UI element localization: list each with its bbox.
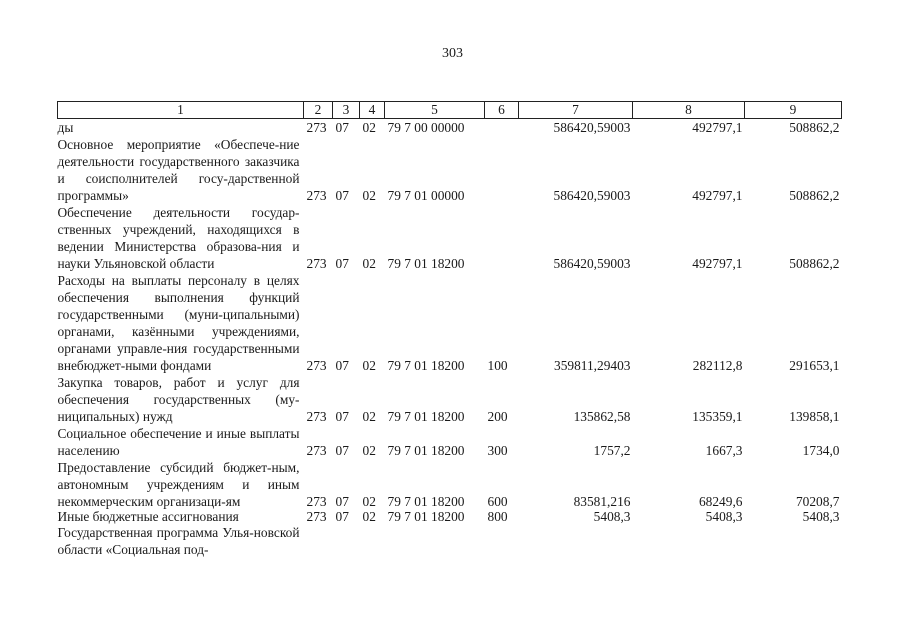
row-amount-8: 492797,1 — [692, 188, 743, 203]
row-code-4 — [360, 524, 385, 558]
row-code-5: 79 7 01 18200 — [387, 494, 465, 509]
row-name: Социальное обеспечение и иные выплаты населению — [57, 426, 300, 458]
row-amount-9: 508862,2 — [789, 256, 840, 271]
row-amount-8: 68249,6 — [698, 494, 743, 509]
row-name: ды — [57, 120, 74, 135]
header-col-6: 6 — [485, 102, 519, 119]
row-code-3: 07 — [335, 409, 349, 424]
row-code-3: 07 — [335, 443, 349, 458]
row-code-4: 02 — [362, 256, 376, 271]
table-row — [58, 510, 842, 524]
table-row — [58, 136, 842, 204]
row-amount-9: 291653,1 — [789, 358, 840, 373]
row-code-2: 273 — [306, 188, 327, 203]
row-amount-9 — [745, 524, 842, 558]
row-name: Расходы на выплаты персоналу в целях обеспечения выполнения функций государственными (муни-ципальными) органами, казёнными учреждениями, органами управле-ния государственными внебюджет-ными фондами — [57, 273, 300, 373]
page-number: 303 — [442, 46, 463, 61]
row-amount-8 — [633, 524, 745, 558]
table-row — [58, 459, 842, 510]
row-amount-8: 492797,1 — [692, 256, 743, 271]
row-name: Предоставление субсидий бюджет-ным, автономным учреждениям и иным некоммерческим организаци-ям — [57, 460, 300, 509]
row-amount-7: 586420,59003 — [553, 256, 631, 271]
row-amount-7: 359811,29403 — [554, 358, 631, 373]
table-header — [58, 102, 842, 119]
row-amount-9: 70208,7 — [795, 494, 840, 509]
row-code-6: 200 — [487, 409, 508, 424]
budget-table — [57, 101, 842, 558]
row-code-2: 273 — [306, 358, 327, 373]
row-code-4: 02 — [362, 358, 376, 373]
row-name: Обеспечение деятельности государ-ственных учреждений, находящихся в ведении Министерства образова-ния и науки Ульяновской области — [57, 205, 300, 271]
row-amount-7: 586420,59003 — [553, 120, 631, 135]
row-amount-8: 282112,8 — [692, 358, 743, 373]
row-amount-7: 1757,2 — [593, 443, 631, 458]
row-code-4: 02 — [362, 409, 376, 424]
table-row — [58, 272, 842, 374]
table-row — [58, 119, 842, 137]
header-col-3: 3 — [333, 102, 360, 119]
row-code-5: 79 7 01 18200 — [387, 409, 465, 424]
row-code-5 — [385, 524, 485, 558]
row-amount-8: 5408,3 — [705, 509, 743, 524]
row-code-3: 07 — [335, 120, 349, 135]
row-code-5: 79 7 00 00000 — [387, 120, 465, 135]
row-name: Основное мероприятие «Обеспече-ние деятельности государственного заказчика и соисполнителей госу-дарственной программы» — [57, 137, 300, 203]
row-code-2: 273 — [306, 494, 327, 509]
row-name: Закупка товаров, работ и услуг для обеспечения государственных (му-ниципальных) нужд — [57, 375, 300, 424]
row-code-6 — [485, 524, 519, 558]
table-row — [58, 204, 842, 272]
header-col-9: 9 — [745, 102, 842, 119]
row-code-2: 273 — [306, 256, 327, 271]
row-code-5: 79 7 01 18200 — [387, 358, 465, 373]
table-row — [58, 524, 842, 558]
row-code-3: 07 — [335, 509, 349, 524]
row-amount-8: 492797,1 — [692, 120, 743, 135]
row-code-2: 273 — [306, 120, 327, 135]
row-code-6 — [485, 119, 519, 137]
row-amount-7: 5408,3 — [593, 509, 631, 524]
row-code-4: 02 — [362, 443, 376, 458]
header-col-1: 1 — [58, 102, 304, 119]
row-code-4: 02 — [362, 188, 376, 203]
row-code-3: 07 — [335, 188, 349, 203]
row-code-4: 02 — [362, 509, 376, 524]
row-amount-9: 508862,2 — [789, 188, 840, 203]
row-code-2: 273 — [306, 509, 327, 524]
row-amount-9: 1734,0 — [802, 443, 840, 458]
row-amount-7: 586420,59003 — [553, 188, 631, 203]
row-code-5: 79 7 01 18200 — [387, 443, 465, 458]
table-body — [58, 119, 842, 559]
row-code-2: 273 — [306, 409, 327, 424]
row-name: Государственная программа Улья-новской области «Социальная под- — [57, 525, 300, 557]
header-col-7: 7 — [519, 102, 633, 119]
row-code-3: 07 — [335, 358, 349, 373]
header-col-4: 4 — [360, 102, 385, 119]
row-code-6: 800 — [487, 509, 508, 524]
row-code-5: 79 7 01 18200 — [387, 256, 465, 271]
row-code-3: 07 — [335, 256, 349, 271]
header-col-5: 5 — [385, 102, 485, 119]
row-amount-7 — [519, 524, 633, 558]
row-code-2: 273 — [306, 443, 327, 458]
row-code-6: 100 — [487, 358, 508, 373]
header-row — [58, 102, 842, 119]
header-col-2: 2 — [304, 102, 333, 119]
row-amount-7: 83581,216 — [573, 494, 631, 509]
row-amount-9: 5408,3 — [802, 509, 840, 524]
table-row — [58, 425, 842, 459]
row-code-3 — [333, 524, 360, 558]
row-code-5: 79 7 01 18200 — [387, 509, 465, 524]
table-row — [58, 374, 842, 425]
row-amount-9: 139858,1 — [789, 409, 840, 424]
row-amount-9: 508862,2 — [789, 120, 840, 135]
row-name: Иные бюджетные ассигнования — [57, 509, 239, 524]
row-amount-7: 135862,58 — [573, 409, 631, 424]
row-code-6 — [485, 136, 519, 204]
row-code-2 — [304, 524, 333, 558]
row-amount-8: 135359,1 — [692, 409, 743, 424]
header-col-8: 8 — [633, 102, 745, 119]
row-code-6 — [485, 204, 519, 272]
row-code-4: 02 — [362, 494, 376, 509]
row-amount-8: 1667,3 — [705, 443, 743, 458]
row-code-5: 79 7 01 00000 — [387, 188, 465, 203]
row-code-4: 02 — [362, 120, 376, 135]
row-code-6: 600 — [487, 494, 508, 509]
row-code-6: 300 — [487, 443, 508, 458]
row-code-3: 07 — [335, 494, 349, 509]
